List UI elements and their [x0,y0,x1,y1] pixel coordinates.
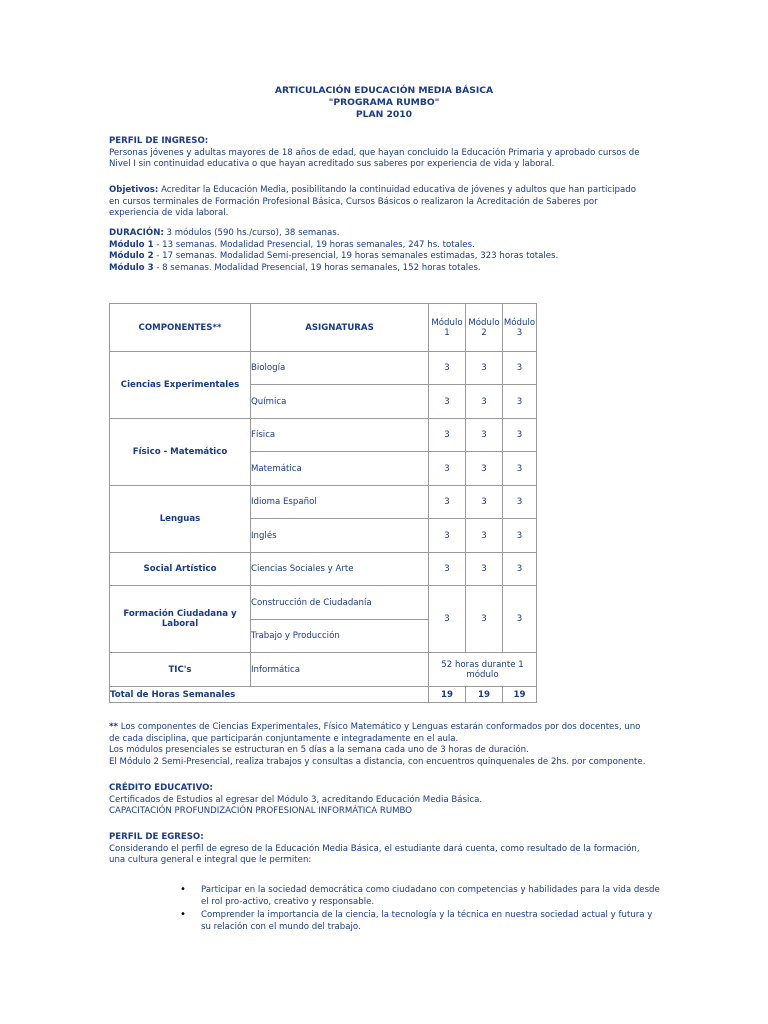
total-modulo-1: 19 [429,687,466,703]
perfil-ingreso-section [109,136,649,171]
header-modulo-2: Módulo 2 [466,304,503,352]
table-row [110,486,537,519]
table-row [110,586,537,620]
hours-cell: 3 [466,553,503,586]
table-row [110,553,537,586]
hours-cell: 3 [429,385,466,419]
doc-title-line2: "PROGRAMA RUMBO" [328,97,440,108]
note-2: Los módulos presenciales se estructuran en 5 días a la semana cada uno de 3 horas de duración. [109,745,529,755]
hours-cell: 3 [503,352,537,385]
objetivos-label: Objetivos: [109,185,159,195]
component-tics: TIC's [110,653,251,687]
table-header-row [110,304,537,352]
objetivos-section [109,185,649,220]
hours-cell: 3 [429,352,466,385]
perfil-egreso-text: Considerando el perfil de egreso de la Educación Media Básica, el estudiante dará cuenta, como resultado de la formación, una cultura general e integral que le permiten: [109,843,640,865]
list-item [180,910,660,933]
subject-ciencias-sociales: Ciencias Sociales y Arte [251,553,429,586]
total-modulo-2: 19 [466,687,503,703]
bullet-icon: • [180,909,186,920]
hours-cell: 3 [503,419,537,452]
hours-cell: 3 [503,519,537,553]
subject-ingles: Inglés [251,519,429,553]
total-modulo-3: 19 [503,687,537,703]
hours-cell: 3 [466,486,503,519]
component-formacion-ciudadana: Formación Ciudadana y Laboral [110,586,251,653]
hours-cell: 3 [429,486,466,519]
hours-cell: 3 [429,452,466,486]
subject-trabajo-produccion: Trabajo y Producción [251,620,429,653]
informatica-hours: 52 horas durante 1 módulo [429,653,537,687]
table-total-row [110,687,537,703]
table-row [110,352,537,385]
hours-cell: 3 [429,553,466,586]
perfil-egreso-bullets [180,885,660,935]
objetivos-text: Acreditar la Educación Media, posibilitando la continuidad educativa de jóvenes y adultos que han participado en cursos terminales de Formación Profesional Básica, Cursos Básicos o realizaron la Acreditación de Saberes por experiencia de vida laboral. [109,185,636,218]
component-lenguas: Lenguas [110,486,251,553]
bullet-text-2: Comprender la importancia de la ciencia, la tecnología y la técnica en nuestra sociedad actual y futura y su relación con el mundo del trabajo. [201,910,653,932]
component-social-artistico: Social Artístico [110,553,251,586]
subject-construccion-ciudadania: Construcción de Ciudadanía [251,586,429,620]
perfil-egreso-heading: PERFIL DE EGRESO: [109,832,204,842]
header-modulo-3: Módulo 3 [503,304,537,352]
modulo-3-text: - 8 semanas. Modalidad Presencial, 19 horas semanales, 152 horas totales. [153,262,481,273]
hours-cell: 3 [503,553,537,586]
header-componentes: COMPONENTES** [110,304,251,352]
hours-cell: 3 [503,452,537,486]
modulo-3-label: Módulo 3 [109,262,154,273]
duracion-section [109,228,649,274]
hours-cell: 3 [466,385,503,419]
doc-title-line3: PLAN 2010 [355,109,413,120]
hours-cell: 3 [503,486,537,519]
credito-heading: CRÉDITO EDUCATIVO: [109,783,213,793]
modulo-1-label: Módulo 1 [109,239,154,250]
subject-matematica: Matemática [251,452,429,486]
credito-line-2: CAPACITACIÓN PROFUNDIZACIÓN PROFESIONAL INFORMÁTICA RUMBO [109,806,413,816]
header-modulo-1: Módulo 1 [429,304,466,352]
hours-cell: 3 [466,452,503,486]
hours-cell: 3 [429,419,466,452]
hours-cell: 3 [466,519,503,553]
doc-title-line1: ARTICULACIÓN EDUCACIÓN MEDIA BÁSICA [274,85,494,96]
subject-idioma-espanol: Idioma Español [251,486,429,519]
subject-fisica: Física [251,419,429,452]
subject-informatica: Informática [251,653,429,687]
component-fisico-matematico: Físico - Matemático [110,419,251,486]
modulo-2-text: - 17 semanas. Modalidad Semi-presencial, 19 horas semanales estimadas, 323 horas totales. [153,251,559,261]
plan-table [109,303,537,703]
component-ciencias: Ciencias Experimentales [110,352,251,419]
hours-cell: 3 [429,586,466,653]
subject-biologia: Biología [251,352,429,385]
note-3: El Módulo 2 Semi-Presencial, realiza trabajos y consultas a distancia, con encuentros quinquenales de 2hs. por componente. [109,756,646,767]
duracion-label: DURACIÓN: [109,228,164,238]
hours-cell: 3 [429,519,466,553]
hours-cell: 3 [466,586,503,653]
header-asignaturas: ASIGNATURAS [251,304,429,352]
table-row [110,419,537,452]
hours-cell: 3 [503,385,537,419]
perfil-egreso-section [109,832,649,867]
total-label: Total de Horas Semanales [110,687,429,703]
perfil-ingreso-heading: PERFIL DE INGRESO: [109,136,209,146]
hours-cell: 3 [503,586,537,653]
notes-stars: ** [109,722,118,732]
duracion-text: 3 módulos (590 hs./curso), 38 semanas. [163,228,340,238]
hours-cell: 3 [466,352,503,385]
credito-section [109,783,649,818]
bullet-icon: • [180,884,186,895]
subject-quimica: Química [251,385,429,419]
table-row [110,653,537,687]
hours-cell: 3 [466,419,503,452]
note-1: Los componentes de Ciencias Experimentales, Físico Matemático y Lenguas estarán conformados por dos docentes, uno de cada disciplina, que participarán conjuntamente e integradamente en el aula. [109,722,641,744]
notes-section [109,722,649,768]
list-item [180,885,660,908]
modulo-1-text: - 13 semanas. Modalidad Presencial, 19 horas semanales, 247 hs. totales. [153,239,475,250]
bullet-text-1: Participar en la sociedad democrática como ciudadano con competencias y habilidades para la vida desde el rol pro-activo, creativo y responsable. [201,885,660,907]
credito-line-1: Certificados de Estudios al egresar del Módulo 3, acreditando Educación Media Básica. [109,794,483,805]
perfil-ingreso-text: Personas jóvenes y adultas mayores de 18 años de edad, que hayan concluido la Educación Primaria y aprobado cursos de Nivel I sin continuidad educativa o que hayan acreditado sus saberes por experiencia de vida y laboral. [109,147,640,169]
modulo-2-label: Módulo 2 [109,251,154,261]
